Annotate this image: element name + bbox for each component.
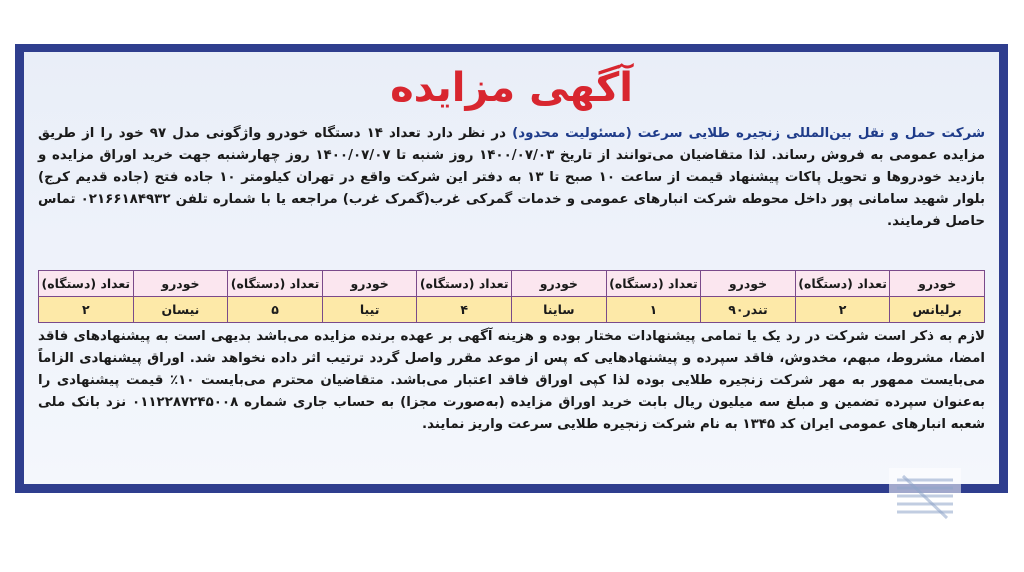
table-cell: تیبا xyxy=(322,297,417,323)
table-header-cell: خودرو xyxy=(322,271,417,297)
table-header-cell: تعداد (دستگاه) xyxy=(417,271,512,297)
table-cell: ۲ xyxy=(39,297,134,323)
intro-text: در نظر دارد تعداد ۱۴ دستگاه خودرو واژگونی مدل ۹۷ خود را از طریق مزایده عمومی به فروش رساند. لذا متقاضیان می‌توانند از تاریخ ۱۴۰۰/۰۷/۰۳ روز شنبه تا ۱۴۰۰/۰۷/۰۷ روز چهارشنبه جهت خرید اوراق مزایده و بازدید خودروها و تحویل پاکات پیشنهاد قیمت از ساعت ۱۰ صبح تا ۱۳ به دفتر این شرکت واقع در تهران کیلومتر ۱۰ جاده فتح (جاده قدیم کرج) بلوار شهید سامانی پور داخل محوطه شرکت انبارهای عمومی و خدمات گمرکی غرب(گمرک غرب) مراجعه یا با شماره تلفن ۰۲۱۶۶۱۸۴۹۳۲ تماس حاصل فرمایند. xyxy=(38,126,986,229)
table-header-cell: خودرو xyxy=(133,271,228,297)
table-cell: ساینا xyxy=(512,297,607,323)
table-cell: تندر۹۰ xyxy=(701,297,796,323)
table-header-cell: تعداد (دستگاه) xyxy=(795,271,890,297)
table-header-cell: تعداد (دستگاه) xyxy=(39,271,134,297)
table-row xyxy=(39,297,985,323)
table-cell: ۲ xyxy=(795,297,890,323)
company-name: شرکت حمل و نقل بین‌المللی زنجیره طلایی سرعت (مسئولیت محدود) xyxy=(512,126,985,141)
closing-paragraph: لازم به ذکر است شرکت در رد یک یا تمامی پیشنهادات مختار بوده و هزینه آگهی بر عهده برنده مزایده می‌باشد بدیهی است به پیشنهادهای فاقد امضا، مشروط، مبهم، مخدوش، فاقد سپرده و پیشنهادهایی که پس از موعد مقرر واصل گردد ترتیب اثر داده نخواهد شد. اوراق پیشنهادی الزاماً می‌بایست ممهور به مهر شرکت زنجیره طلایی بوده لذا کپی اوراق فاقد اعتبار می‌باشد. متقاضیان محترم می‌بایست ۱۰٪ قیمت پیشنهادی را به‌عنوان سپرده تضمین و مبلغ سه میلیون ریال بابت خرید اوراق مزایده (به‌صورت مجزا) به حساب جاری شماره ۰۱۱۲۲۸۷۲۴۵۰۰۸ نزد بانک ملی شعبه انبارهای عمومی ایران کد ۱۳۴۵ به نام شرکت زنجیره طلایی سرعت واریز نمایند. xyxy=(38,329,985,432)
table-header-cell: خودرو xyxy=(512,271,607,297)
ad-title: آگهی مزایده xyxy=(390,65,633,111)
table-cell: برلیانس xyxy=(890,297,985,323)
intro-paragraph xyxy=(38,123,985,233)
table-header-cell: تعداد (دستگاه) xyxy=(228,271,323,297)
vehicles-table xyxy=(38,270,985,323)
table-cell: نیسان xyxy=(133,297,228,323)
stacked-lines-watermark-icon xyxy=(883,466,967,526)
table-header-row xyxy=(39,271,985,297)
table-cell: ۴ xyxy=(417,297,512,323)
ad-frame xyxy=(15,44,1008,493)
table-cell: ۵ xyxy=(228,297,323,323)
ad-panel xyxy=(24,52,999,484)
table-cell: ۱ xyxy=(606,297,701,323)
table-header-cell: تعداد (دستگاه) xyxy=(606,271,701,297)
table-header-cell: خودرو xyxy=(890,271,985,297)
table-header-cell: خودرو xyxy=(701,271,796,297)
